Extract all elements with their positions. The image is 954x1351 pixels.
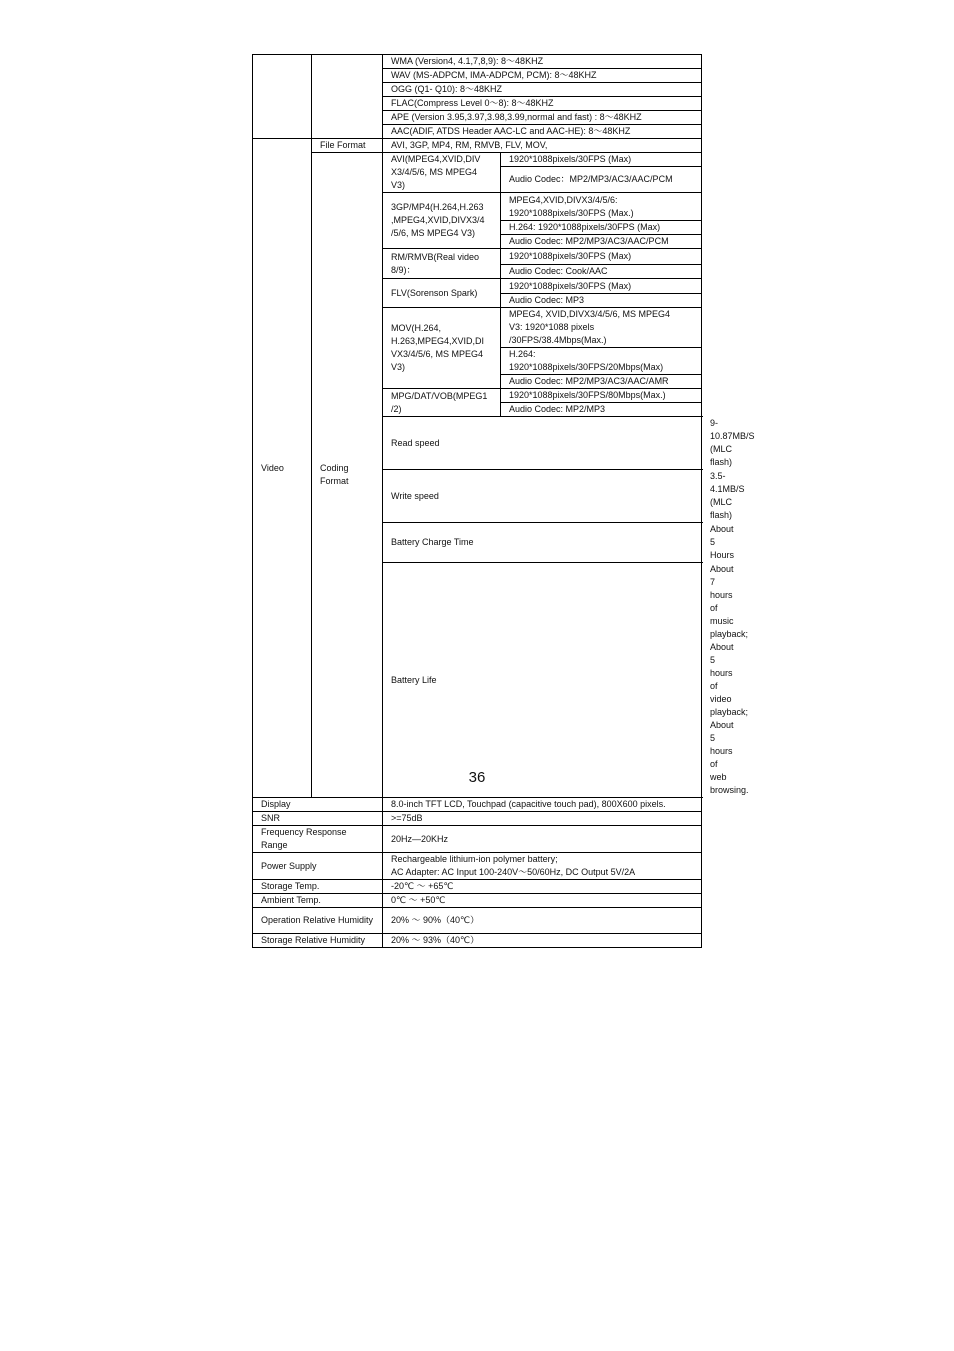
codec-spec: Audio Codec: MP2/MP3 [501,403,702,417]
codec-spec: H.264: 1920*1088pixels/30FPS/20Mbps(Max) [501,348,702,375]
table-row [253,139,702,153]
audio-format-cell: FLAC(Compress Level 0～8): 8～48KHZ [383,97,702,111]
table-row: Read speed 9-10.87MB/S (MLC flash) [253,417,702,470]
audio-format-cell: WMA (Version4, 4.1,7,8,9): 8～48KHZ [383,55,702,69]
spec-label: Display [253,798,383,812]
codec-name-rm: RM/RMVB(Real video 8/9)： [383,249,501,279]
table-row: Battery Life About 7 hours of music playback; About 5 hours of video playback; About 5 hours of web browsing. [253,563,702,798]
audio-format-cell: OGG (Q1- Q10): 8～48KHZ [383,83,702,97]
codec-name-3gp: 3GP/MP4(H.264,H.263 ,MPEG4,XVID,DIVX3/4 /5/6, MS MPEG4 V3) [383,193,501,249]
spec-value: 0℃ ～ +50℃ [383,894,702,908]
page-number: 36 [468,769,486,786]
audio-format-cell: AAC(ADIF, ATDS Header AAC-LC and AAC-HE): 8～48KHZ [383,125,702,139]
spec-label: Ambient Temp. [253,894,383,908]
empty-cell [253,55,312,139]
video-label: Video [253,139,312,798]
table-row [253,798,702,812]
coding-format-label: Coding Format [312,153,383,798]
codec-spec: 1920*1088pixels/30FPS (Max) [501,249,702,265]
codec-name-flv: FLV(Sorenson Spark) [383,279,501,308]
spec-value: 8.0-inch TFT LCD, Touchpad (capacitive touch pad), 800X600 pixels. [383,798,702,812]
spec-label: Storage Temp. [253,880,383,894]
codec-name-mpg: MPG/DAT/VOB(MPEG1 /2) [383,389,501,417]
table-row [253,55,702,69]
spec-label: Storage Relative Humidity [253,934,383,948]
table-row [253,826,702,853]
file-format-value: AVI, 3GP, MP4, RM, RMVB, FLV, MOV, [383,139,702,153]
audio-format-cell: WAV (MS-ADPCM, IMA-ADPCM, PCM): 8～48KHZ [383,69,702,83]
spec-label: Power Supply [253,853,383,880]
spec-value: 20% ～ 90%（40℃） [383,908,702,934]
codec-spec: Audio Codec: MP2/MP3/AC3/AAC/AMR [501,375,702,389]
codec-spec: Audio Codec：MP2/MP3/AC3/AAC/PCM [501,167,702,193]
table-row: Write speed 3.5-4.1MB/S (MLC flash) [253,470,702,523]
table-row [253,153,702,167]
codec-spec: MPEG4,XVID,DIVX3/4/5/6: 1920*1088pixels/30FPS (Max.) [501,193,702,221]
spec-label: Frequency Response Range [253,826,383,853]
spec-value: 20Hz—20KHz [383,826,702,853]
spec-label: Battery Charge Time [383,523,702,563]
codec-name-mov: MOV(H.264, H.263,MPEG4,XVID,DI VX3/4/5/6, MS MPEG4 V3) [383,308,501,389]
table-row [253,880,702,894]
empty-cell [312,55,383,139]
spec-label: Read speed [383,417,702,470]
codec-name-avi: AVI(MPEG4,XVID,DIV X3/4/5/6, MS MPEG4 V3) [383,153,501,193]
codec-spec: 1920*1088pixels/30FPS (Max) [501,279,702,294]
spec-label: SNR [253,812,383,826]
spec-label: Write speed [383,470,702,523]
codec-spec: MPEG4, XVID,DIVX3/4/5/6, MS MPEG4 V3: 1920*1088 pixels /30FPS/38.4Mbps(Max.) [501,308,702,348]
table-row: Battery Charge Time About 5 Hours [253,523,702,563]
spec-value: -20℃ ～ +65℃ [383,880,702,894]
table-row [253,853,702,880]
codec-spec: H.264: 1920*1088pixels/30FPS (Max) [501,221,702,235]
spec-value: Rechargeable lithium-ion polymer battery; AC Adapter: AC Input 100-240V～50/60Hz, DC Output 5V/2A [383,853,702,880]
audio-format-cell: APE (Version 3.95,3.97,3.98,3.99,normal and fast) : 8～48KHZ [383,111,702,125]
codec-spec: Audio Codec: MP2/MP3/AC3/AAC/PCM [501,235,702,249]
spec-label: Operation Relative Humidity [253,908,383,934]
table-row [253,894,702,908]
spec-value: >=75dB [383,812,702,826]
table-row [253,908,702,934]
spec-label: Battery Life [383,563,702,798]
codec-spec: Audio Codec: MP3 [501,294,702,308]
file-format-label: File Format [312,139,383,153]
table-row [253,934,702,948]
codec-spec: 1920*1088pixels/30FPS/80Mbps(Max.) [501,389,702,403]
codec-spec: Audio Codec: Cook/AAC [501,265,702,279]
spec-value: 20% ～ 93%（40℃） [383,934,702,948]
spec-table [252,54,755,948]
codec-spec: 1920*1088pixels/30FPS (Max) [501,153,702,167]
table-row [253,812,702,826]
